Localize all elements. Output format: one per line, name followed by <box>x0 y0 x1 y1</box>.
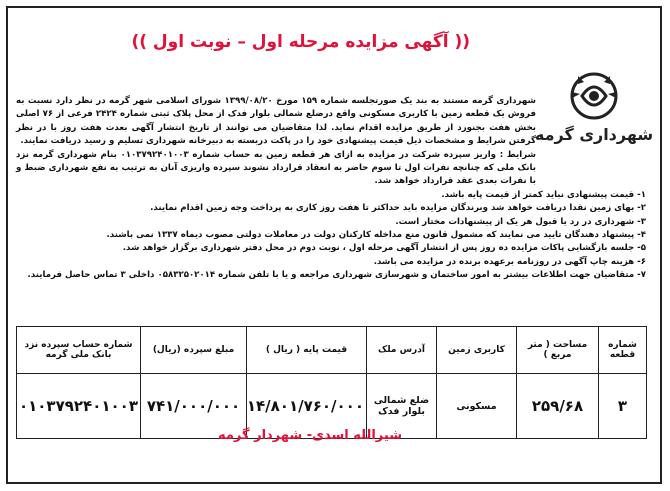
cell-deposit: ۷۴۱/۰۰۰/۰۰۰ <box>141 374 247 439</box>
header-base-price: قیمت پایه ( ریال ) <box>247 327 367 374</box>
rule-item: ۵- جلسه بازگشایی پاکات مزایده ده روز پس از انتشار آگهی مرحله اول ، نوبت دوم در محل دفتر شهرداری برگزار خواهد شد. <box>122 243 646 254</box>
cell-account: ۰۱۰۳۷۹۲۴۰۱۰۰۳ <box>17 374 141 439</box>
cell-area: ۲۵۹/۶۸ <box>517 374 599 439</box>
rule-item: ۱- قیمت پیشنهادی نباید کمتر از قیمت پایه باشد. <box>441 189 646 200</box>
intro-paragraph: شهرداری گرمه مستند به بند یک صورتجلسه شماره ۱۵۹ مورخ ۱۳۹۹/۰۸/۲۰ شورای اسلامی شهر گرمه در نظر دارد نسبت به فروش یک قطعه زمین با کاربری مسکونی واقع درضلع شمالی بلوار فدک از محل پلاک ثبتی شماره ۲۴۲۴ فرعی از ۷۶ اصلی بخش هفت بجنورد از طریق مزایده اقدام نماید. لذا متقاضیان می توانند از تاریخ انتشار آگهی بعدت هفت روز با در نظر گرفتن شرایط و مشخصات ذیل قیمت پیشنهادی خود را در پاکت دربسته به دبیرخانه شهرداری تسلیم و رسید دریافت نمایند. <box>16 96 536 147</box>
cell-address: ضلع شمالی بلوار فدک <box>367 374 437 439</box>
header-address: آدرس ملک <box>367 327 437 374</box>
notice-title: (( آگهی مزایده مرحله اول – نوبت اول )) <box>131 32 470 52</box>
table-header-row <box>17 327 647 374</box>
rule-item: ۶- هزینه چاپ آگهی در روزنامه برعهده برنده در مزایده می باشد. <box>373 256 646 267</box>
header-plot: شماره قطعه <box>599 327 647 374</box>
header-area: مساحت ( متر مربع ) <box>517 327 599 374</box>
conditions-paragraph: شرایط : واریز سپرده شرکت در مزایده به ازای هر قطعه زمین به حساب شماره ۰۱۰۳۷۹۲۴۰۱۰۰۳ بنام شهرداری گرمه نزد بانک ملی که چنانچه نفرات اول تا سوم حاضر به انعقاد قرارداد نشوند سپرده واریزی آنان به ترتیب به نفع شهرداری ضبط و با نفرات بعدی عقد قرارداد خواهد شد. <box>16 149 536 187</box>
notice-body <box>16 95 646 283</box>
rule-item: ۷- متقاضیان جهت اطلاعات بیشتر به امور ساختمان و شهرسازی شهرداری مراجعه و یا با تلفن شماره ۰۵۸۳۲۵۰۲۰۱۴ داخلی ۳ تماس حاصل فرمایند. <box>27 270 646 281</box>
cell-plot: ۳ <box>599 374 647 439</box>
signature: شیرالله اسدی- شهردار گرمه <box>218 428 402 443</box>
rule-item: ۴- پیشنهاد دهندگان تایید می نمایند که مشمول قانون منع مداخله کارکنان دولت در معاملات دولتی مصوب دیماه ۱۳۳۷ نمی باشند. <box>106 230 646 241</box>
header-usage: کاربری زمین <box>437 327 517 374</box>
logo-caption: شهرداری گرمه <box>534 125 654 144</box>
cell-base-price: ۱۴/۸۰۱/۷۶۰/۰۰۰ <box>247 374 367 439</box>
rule-item: ۳- شهرداری در رد یا قبول هر یک از پیشنهادات مختار است. <box>395 216 646 227</box>
header-account: شماره حساب سپرده نزد بانک ملی گرمه <box>17 327 141 374</box>
rule-item: ۲- بهای زمین نقدا دریافت خواهد شد وبرندگان مزایده باید حداکثر تا هفت روز کاری به پرداخت وجه زمین اقدام نمایند. <box>150 203 646 214</box>
cell-usage: مسکونی <box>437 374 517 439</box>
auction-table <box>16 326 647 439</box>
header-deposit: مبلغ سپرده (ریال) <box>141 327 247 374</box>
